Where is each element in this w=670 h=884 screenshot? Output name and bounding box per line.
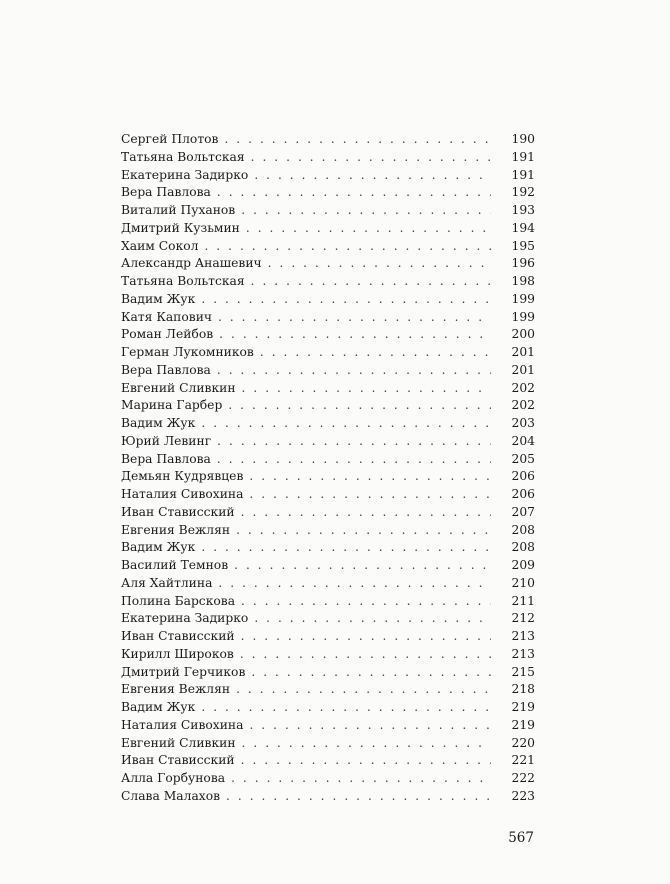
toc-entry-author: Вера Павлова [121, 451, 211, 466]
toc-dot-leader [224, 131, 491, 149]
toc-entry-author: Наталия Сивохина [121, 487, 244, 501]
toc-entry [121, 397, 535, 415]
toc-entry-author: Юрий Левинг [121, 433, 212, 448]
toc-dot-leader [242, 380, 491, 398]
toc-entry-author: Демьян Кудрявцев [121, 469, 244, 484]
toc-entry-page: 200 [511, 327, 535, 342]
toc-entry-author: Хаим Сокол [121, 238, 199, 253]
toc-entry-author: Вера Павлова [121, 185, 211, 200]
toc-entry [121, 309, 535, 327]
toc-dot-leader [217, 184, 491, 202]
toc-dot-leader [241, 504, 491, 522]
toc-entry [121, 433, 535, 451]
toc-entry [121, 273, 535, 291]
toc-dot-leader [234, 557, 491, 575]
toc-entry [121, 255, 535, 273]
toc-entry-author: Екатерина Задирко [121, 167, 249, 182]
toc-entry [121, 451, 535, 469]
toc-dot-leader [226, 788, 491, 806]
toc-entry-author: Иван Стависский [121, 753, 235, 768]
toc-entry-author: Полина Барскова [121, 593, 236, 608]
toc-dot-leader [254, 167, 491, 185]
toc-entry-author: Герман Лукомников [121, 345, 254, 359]
toc-entry-author: Вадим Жук [121, 540, 196, 555]
toc-entry [121, 788, 535, 806]
toc-entry-page: 194 [511, 220, 535, 235]
toc-entry-author: Александр Анашевич [121, 256, 262, 271]
toc-entry-page: 208 [511, 540, 535, 555]
toc-entry-author: Марина Гарбер [121, 398, 223, 413]
toc-entry [121, 184, 535, 202]
toc-entry-page: 195 [511, 238, 535, 253]
toc-entry [121, 362, 535, 380]
toc-entry-page: 199 [511, 291, 535, 306]
toc-entry-page: 221 [511, 753, 535, 768]
toc-entry-author: Василий Темнов [121, 558, 229, 572]
toc-dot-leader [242, 735, 491, 753]
toc-entry-author: Аля Хайтлина [121, 575, 213, 590]
toc-entry-page: 192 [511, 185, 535, 200]
toc-entry-author: Вера Павлова [121, 362, 211, 377]
toc-entry [121, 575, 535, 593]
toc-entry-author: Алла Горбунова [121, 771, 226, 785]
toc-entry-author: Татьяна Вольтская [121, 149, 245, 164]
toc-entry-page: 193 [511, 203, 535, 217]
toc-entry [121, 504, 535, 522]
toc-entry-page: 209 [511, 558, 535, 572]
toc-entry-author: Вадим Жук [121, 416, 196, 430]
toc-dot-leader [217, 451, 491, 469]
toc-entry-page: 191 [511, 167, 535, 182]
toc-entry-page: 206 [511, 469, 535, 484]
toc-entry-page: 219 [511, 700, 535, 714]
toc-entry-author: Дмитрий Кузьмин [121, 220, 240, 235]
toc-entry-page: 218 [511, 682, 535, 697]
toc-dot-leader [231, 770, 491, 788]
toc-entry-page: 198 [511, 274, 535, 288]
toc-entry [121, 149, 535, 167]
toc-entry-page: 205 [511, 451, 535, 466]
toc-dot-leader [268, 255, 491, 273]
toc-entry [121, 415, 535, 433]
toc-dot-leader [241, 593, 491, 611]
toc-entry-page: 222 [511, 771, 535, 785]
toc-entry [121, 681, 535, 699]
toc-dot-leader [241, 752, 491, 770]
toc-entry [121, 699, 535, 717]
toc-dot-leader [201, 415, 491, 433]
toc-entry [121, 735, 535, 753]
toc-dot-leader [228, 397, 491, 415]
toc-entry [121, 628, 535, 646]
toc-entry-page: 219 [511, 717, 535, 732]
toc-entry-author: Слава Малахов [121, 788, 221, 803]
toc-entry-page: 203 [511, 416, 535, 430]
toc-entry-author: Дмитрий Герчиков [121, 664, 246, 679]
toc-entry-page: 215 [511, 664, 535, 679]
toc-dot-leader [251, 273, 491, 291]
toc-dot-leader [204, 238, 491, 256]
toc-entry [121, 380, 535, 398]
toc-entry [121, 557, 535, 575]
toc-entry [121, 752, 535, 770]
toc-entry-author: Иван Стависский [121, 504, 235, 519]
toc-entry-author: Виталий Пуханов [121, 203, 236, 217]
toc-dot-leader [236, 681, 491, 699]
toc-entry-page: 213 [511, 629, 535, 643]
toc-entry-page: 207 [511, 504, 535, 519]
toc-entry-author: Евгений Сливкин [121, 735, 236, 750]
toc-dot-leader [236, 522, 491, 540]
toc-entry-page: 204 [511, 433, 535, 448]
toc-entry-page: 206 [511, 487, 535, 501]
toc-dot-leader [249, 486, 491, 504]
toc-entry [121, 539, 535, 557]
toc-entry-page: 210 [511, 575, 535, 590]
toc-entry-author: Сергей Плотов [121, 132, 219, 146]
toc-dot-leader [260, 344, 491, 362]
toc-entry [121, 202, 535, 220]
toc-dot-leader [201, 539, 491, 557]
toc-entry-author: Вадим Жук [121, 700, 196, 714]
toc-dot-leader [249, 468, 491, 486]
toc-entry [121, 486, 535, 504]
toc-entry-page: 202 [511, 380, 535, 395]
toc-entry-author: Наталия Сивохина [121, 717, 244, 732]
toc-entry-author: Иван Стависский [121, 629, 235, 643]
toc-dot-leader [241, 628, 491, 646]
toc-dot-leader [241, 202, 491, 220]
toc-dot-leader [218, 575, 491, 593]
toc-dot-leader [218, 309, 491, 327]
toc-dot-leader [251, 149, 491, 167]
page-number: 567 [508, 830, 534, 846]
toc-entry-page: 212 [511, 611, 535, 626]
toc-entry-page: 201 [511, 345, 535, 359]
toc-dot-leader [217, 362, 491, 380]
toc-entry [121, 167, 535, 185]
toc-entry-page: 208 [511, 522, 535, 537]
toc-dot-leader [217, 433, 491, 451]
toc-entry [121, 238, 535, 256]
toc-entry [121, 468, 535, 486]
toc-entry-page: 201 [511, 362, 535, 377]
toc-entry-page: 223 [511, 788, 535, 803]
toc-entry [121, 770, 535, 788]
toc-dot-leader [201, 291, 491, 309]
toc-entry-author: Евгения Вежлян [121, 522, 231, 537]
toc-entry [121, 593, 535, 611]
toc-dot-leader [246, 220, 491, 238]
toc-entry-page: 211 [511, 593, 535, 608]
toc-entry [121, 220, 535, 238]
toc-entry-author: Роман Лейбов [121, 327, 214, 342]
toc-entry [121, 717, 535, 735]
toc-dot-leader [240, 646, 491, 664]
toc-entry [121, 664, 535, 682]
toc-entry [121, 610, 535, 628]
toc-entry-author: Вадим Жук [121, 291, 196, 306]
toc-dot-leader [254, 610, 491, 628]
toc-entry [121, 522, 535, 540]
toc-dot-leader [249, 717, 491, 735]
toc-entry-author: Кирилл Широков [121, 646, 234, 661]
toc-entry [121, 344, 535, 362]
toc-entry-author: Катя Капович [121, 309, 213, 324]
toc-entry-author: Евгения Вежлян [121, 682, 231, 697]
toc-entry-author: Татьяна Вольтская [121, 274, 245, 288]
toc-entry-author: Екатерина Задирко [121, 611, 249, 626]
toc-entry-page: 202 [511, 398, 535, 413]
toc-entry [121, 291, 535, 309]
toc-entry-page: 213 [511, 646, 535, 661]
table-of-contents [121, 131, 535, 806]
toc-dot-leader [219, 326, 491, 344]
toc-entry-page: 199 [511, 309, 535, 324]
toc-entry-page: 220 [511, 735, 535, 750]
toc-entry-page: 190 [511, 132, 535, 146]
toc-entry-author: Евгений Сливкин [121, 380, 236, 395]
toc-entry [121, 326, 535, 344]
toc-entry [121, 646, 535, 664]
toc-dot-leader [201, 699, 491, 717]
toc-entry-page: 196 [511, 256, 535, 271]
toc-entry [121, 131, 535, 149]
toc-entry-page: 191 [511, 149, 535, 164]
toc-dot-leader [251, 664, 491, 682]
